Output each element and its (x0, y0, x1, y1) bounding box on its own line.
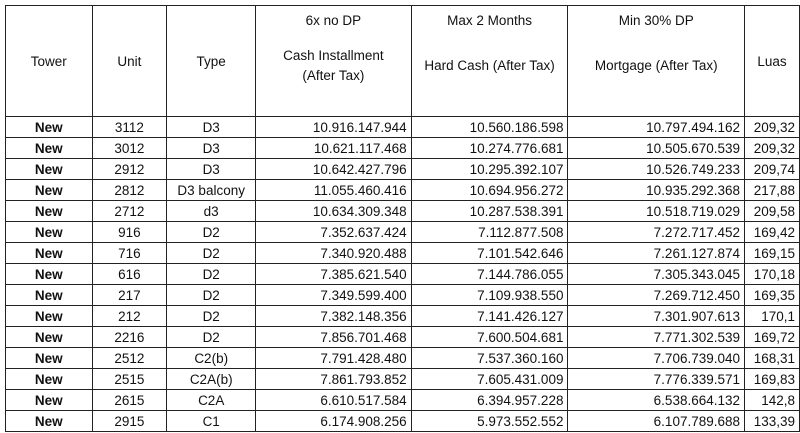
header-luas: Luas (745, 6, 800, 117)
table-row (6, 411, 800, 432)
cell-tower: New (6, 180, 93, 201)
table-row (6, 222, 800, 243)
cell-mortgage: 7.305.343.045 (568, 264, 745, 285)
cell-cash-installment: 6.610.517.584 (256, 390, 412, 411)
header-hard-cash (411, 6, 568, 117)
table-row (6, 243, 800, 264)
header-type: Type (167, 6, 256, 117)
cell-unit: 2615 (92, 390, 167, 411)
header-cash-sub-line2: (After Tax) (302, 68, 365, 83)
header-tower: Tower (6, 6, 93, 117)
cell-mortgage: 7.776.339.571 (568, 369, 745, 390)
cell-cash-installment: 10.916.147.944 (256, 117, 412, 138)
header-row (6, 6, 800, 117)
cell-unit: 2915 (92, 411, 167, 432)
cell-luas: 169,35 (745, 285, 800, 306)
cell-unit: 2912 (92, 159, 167, 180)
table-row (6, 285, 800, 306)
header-cash-installment (256, 6, 412, 117)
cell-cash-installment: 7.861.793.852 (256, 369, 412, 390)
cell-luas: 169,83 (745, 369, 800, 390)
cell-type: D2 (167, 222, 256, 243)
cell-mortgage: 10.526.749.233 (568, 159, 745, 180)
cell-hard-cash: 7.600.504.681 (411, 327, 568, 348)
cell-mortgage: 7.771.302.539 (568, 327, 745, 348)
cell-unit: 217 (92, 285, 167, 306)
table-row (6, 138, 800, 159)
cell-type: C2A (167, 390, 256, 411)
cell-mortgage: 6.538.664.132 (568, 390, 745, 411)
cell-type: D3 balcony (167, 180, 256, 201)
cell-hard-cash: 10.560.186.598 (411, 117, 568, 138)
cell-tower: New (6, 285, 93, 306)
cell-unit: 716 (92, 243, 167, 264)
cell-luas: 209,74 (745, 159, 800, 180)
table-row (6, 201, 800, 222)
header-unit: Unit (92, 6, 167, 117)
header-mortgage (568, 6, 745, 117)
cell-cash-installment: 10.634.309.348 (256, 201, 412, 222)
cell-tower: New (6, 201, 93, 222)
table-row (6, 390, 800, 411)
cell-luas: 209,32 (745, 138, 800, 159)
cell-tower: New (6, 117, 93, 138)
cell-tower: New (6, 411, 93, 432)
cell-tower: New (6, 243, 93, 264)
cell-cash-installment: 7.349.599.400 (256, 285, 412, 306)
header-hard-top: Max 2 Months (447, 13, 532, 28)
cell-mortgage: 10.797.494.162 (568, 117, 745, 138)
cell-hard-cash: 10.295.392.107 (411, 159, 568, 180)
cell-type: D2 (167, 243, 256, 264)
cell-unit: 212 (92, 306, 167, 327)
cell-luas: 209,58 (745, 201, 800, 222)
cell-luas: 142,8 (745, 390, 800, 411)
cell-luas: 209,32 (745, 117, 800, 138)
cell-cash-installment: 7.382.148.356 (256, 306, 412, 327)
cell-type: D2 (167, 306, 256, 327)
cell-hard-cash: 7.101.542.646 (411, 243, 568, 264)
table-row (6, 117, 800, 138)
cell-unit: 3012 (92, 138, 167, 159)
cell-mortgage: 10.505.670.539 (568, 138, 745, 159)
cell-hard-cash: 5.973.552.552 (411, 411, 568, 432)
cell-cash-installment: 7.352.637.424 (256, 222, 412, 243)
cell-tower: New (6, 159, 93, 180)
table-row (6, 306, 800, 327)
cell-cash-installment: 7.856.701.468 (256, 327, 412, 348)
header-mortgage-sub: Mortgage (After Tax) (594, 58, 718, 73)
cell-mortgage: 6.107.789.688 (568, 411, 745, 432)
cell-hard-cash: 7.112.877.508 (411, 222, 568, 243)
cell-luas: 169,15 (745, 243, 800, 264)
cell-cash-installment: 6.174.908.256 (256, 411, 412, 432)
cell-unit: 2712 (92, 201, 167, 222)
cell-type: C2(b) (167, 348, 256, 369)
cell-hard-cash: 10.287.538.391 (411, 201, 568, 222)
table-row (6, 180, 800, 201)
cell-unit: 3112 (92, 117, 167, 138)
cell-type: D3 (167, 138, 256, 159)
cell-luas: 168,31 (745, 348, 800, 369)
cell-mortgage: 7.706.739.040 (568, 348, 745, 369)
cell-luas: 169,42 (745, 222, 800, 243)
cell-hard-cash: 7.605.431.009 (411, 369, 568, 390)
cell-unit: 2216 (92, 327, 167, 348)
price-table (5, 5, 800, 432)
cell-cash-installment: 11.055.460.416 (256, 180, 412, 201)
cell-type: D2 (167, 327, 256, 348)
cell-cash-installment: 10.621.117.468 (256, 138, 412, 159)
cell-luas: 217,88 (745, 180, 800, 201)
header-cash-sub-line1: Cash Installment (283, 48, 384, 63)
header-hard-sub: Hard Cash (After Tax) (424, 58, 555, 73)
cell-unit: 916 (92, 222, 167, 243)
cell-type: D3 (167, 159, 256, 180)
cell-type: C2A(b) (167, 369, 256, 390)
cell-mortgage: 7.272.717.452 (568, 222, 745, 243)
cell-unit: 2812 (92, 180, 167, 201)
cell-hard-cash: 10.694.956.272 (411, 180, 568, 201)
table-row (6, 348, 800, 369)
cell-luas: 170,1 (745, 306, 800, 327)
cell-cash-installment: 7.791.428.480 (256, 348, 412, 369)
cell-type: D2 (167, 285, 256, 306)
cell-tower: New (6, 369, 93, 390)
header-cash-top: 6x no DP (305, 13, 362, 28)
cell-mortgage: 10.518.719.029 (568, 201, 745, 222)
cell-type: D2 (167, 264, 256, 285)
cell-unit: 2515 (92, 369, 167, 390)
cell-hard-cash: 7.144.786.055 (411, 264, 568, 285)
cell-hard-cash: 7.109.938.550 (411, 285, 568, 306)
cell-luas: 133,39 (745, 411, 800, 432)
cell-tower: New (6, 138, 93, 159)
cell-cash-installment: 7.340.920.488 (256, 243, 412, 264)
cell-cash-installment: 10.642.427.796 (256, 159, 412, 180)
cell-luas: 169,72 (745, 327, 800, 348)
cell-tower: New (6, 306, 93, 327)
cell-hard-cash: 7.141.426.127 (411, 306, 568, 327)
cell-unit: 616 (92, 264, 167, 285)
cell-hard-cash: 10.274.776.681 (411, 138, 568, 159)
cell-cash-installment: 7.385.621.540 (256, 264, 412, 285)
table-row (6, 369, 800, 390)
cell-tower: New (6, 327, 93, 348)
cell-tower: New (6, 348, 93, 369)
cell-luas: 170,18 (745, 264, 800, 285)
cell-tower: New (6, 264, 93, 285)
table-row (6, 327, 800, 348)
cell-mortgage: 7.269.712.450 (568, 285, 745, 306)
cell-hard-cash: 6.394.957.228 (411, 390, 568, 411)
cell-mortgage: 7.261.127.874 (568, 243, 745, 264)
cell-mortgage: 10.935.292.368 (568, 180, 745, 201)
cell-type: D3 (167, 117, 256, 138)
cell-mortgage: 7.301.907.613 (568, 306, 745, 327)
header-mortgage-top: Min 30% DP (618, 13, 694, 28)
table-row (6, 264, 800, 285)
cell-tower: New (6, 222, 93, 243)
cell-type: C1 (167, 411, 256, 432)
cell-unit: 2512 (92, 348, 167, 369)
table-row (6, 159, 800, 180)
cell-type: d3 (167, 201, 256, 222)
cell-tower: New (6, 390, 93, 411)
cell-hard-cash: 7.537.360.160 (411, 348, 568, 369)
